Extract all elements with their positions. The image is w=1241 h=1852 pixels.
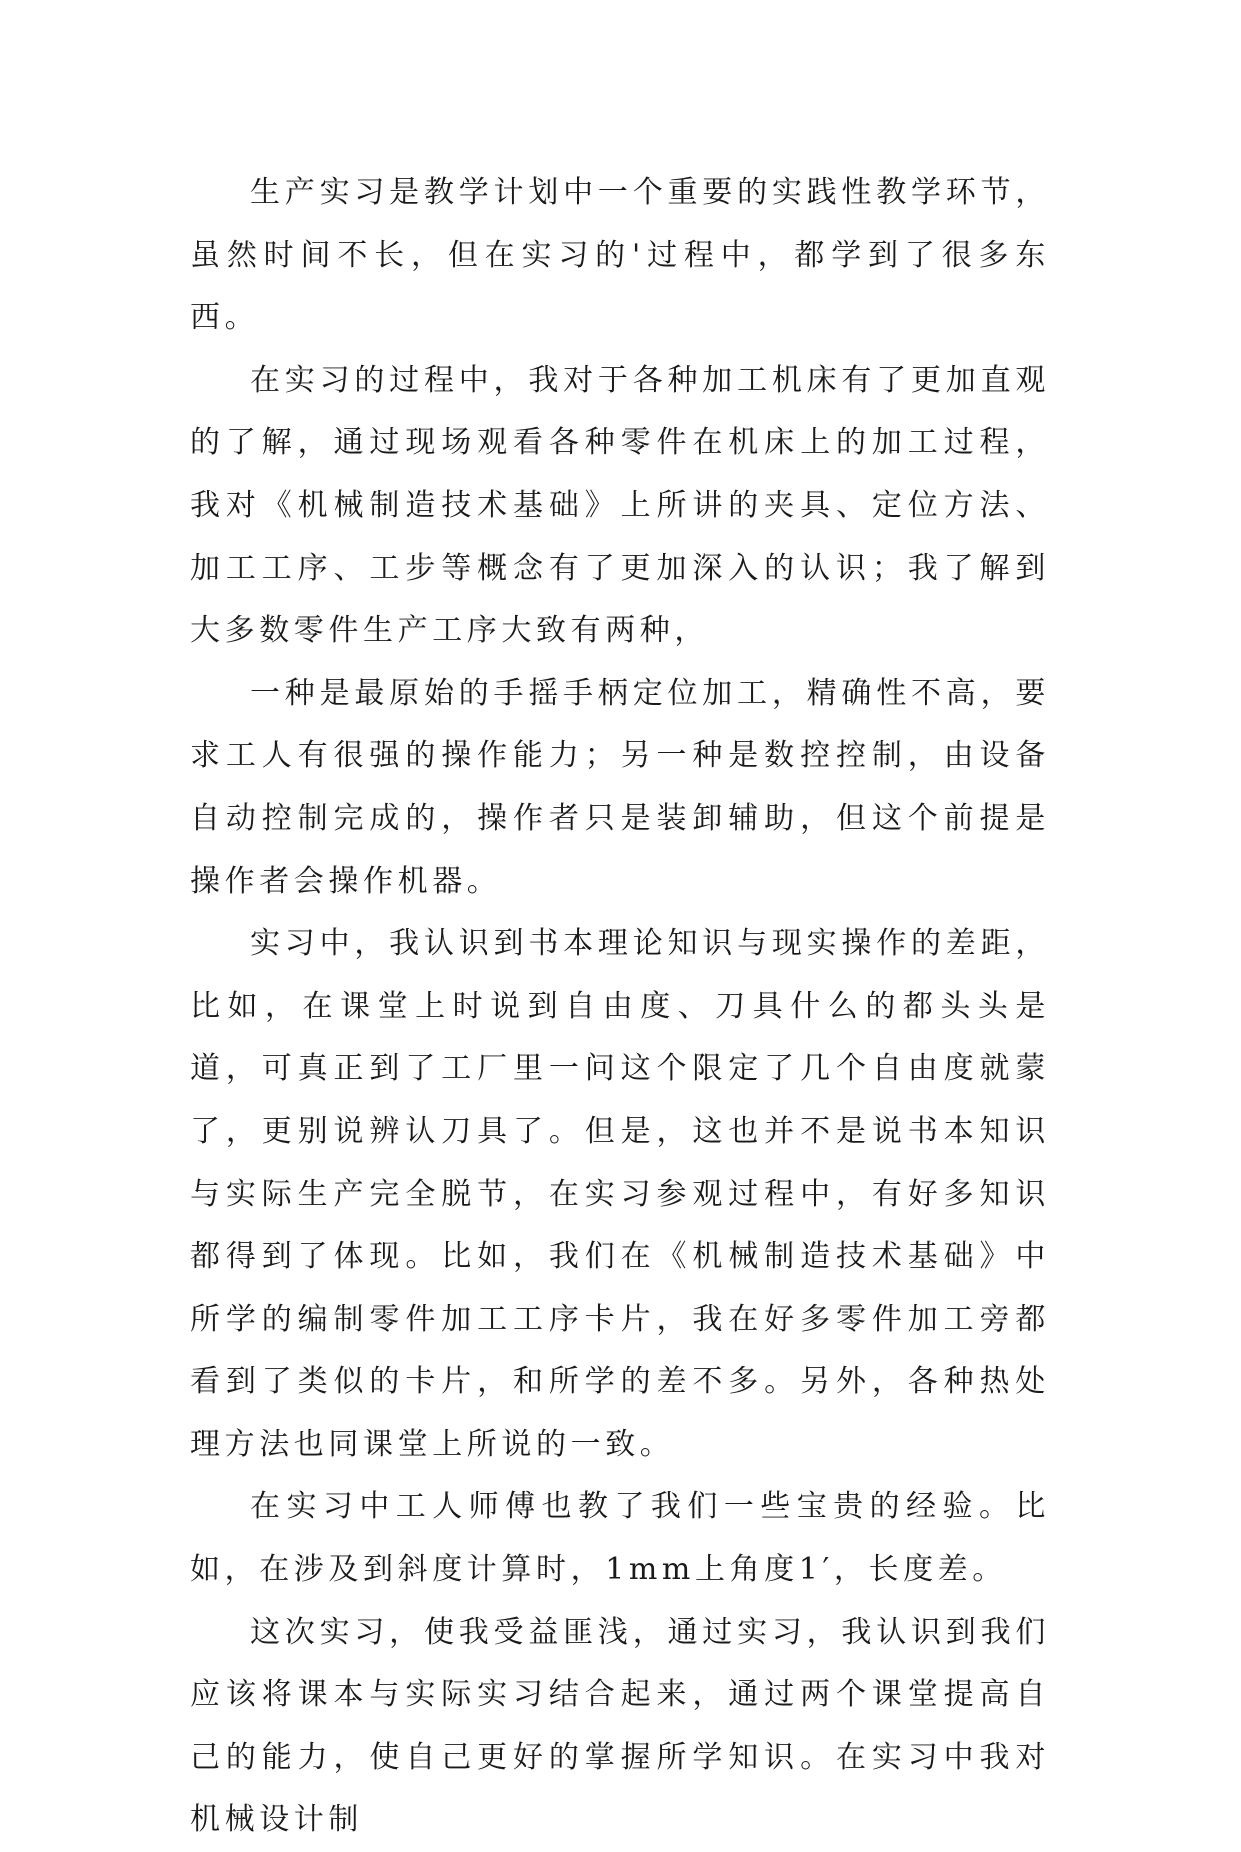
paragraph-1: 生产实习是教学计划中一个重要的实践性教学环节，虽然时间不长，但在实习的'过程中，都学到了很多东西。 <box>190 175 1050 336</box>
paragraph-4: 实习中，我认识到书本理论知识与现实操作的差距，比如，在课堂上时说到自由度、刀具什么的都头头是道，可真正到了工厂里一问这个限定了几个自由度就蒙了，更别说辨认刀具了。但是，这也并不是说书本知识与实际生产完全脱节，在实习参观过程中，有好多知识都得到了体现。比如，我们在《机械制造技术基础》中所学的编制零件加工工序卡片，我在好多零件加工旁都看到了类似的卡片，和所学的差不多。另外，各种热处理方法也同课堂上所说的一致。 <box>190 926 1050 1462</box>
paragraph-6: 这次实习，使我受益匪浅，通过实习，我认识到我们应该将课本与实际实习结合起来，通过两个课堂提高自己的能力，使自己更好的掌握所学知识。在实习中我对机械设计制 <box>190 1614 1050 1838</box>
paragraph-3: 一种是最原始的手摇手柄定位加工，精确性不高，要求工人有很强的操作能力；另一种是数控控制，由设备自动控制完成的，操作者只是装卸辅助，但这个前提是操作者会操作机器。 <box>190 675 1050 899</box>
document-body <box>190 162 1050 1852</box>
paragraph-5: 在实习中工人师傅也教了我们一些宝贵的经验。比如，在涉及到斜度计算时，1mm上角度1′，长度差。 <box>190 1489 1050 1588</box>
paragraph-2: 在实习的过程中，我对于各种加工机床有了更加直观的了解，通过现场观看各种零件在机床上的加工过程，我对《机械制造技术基础》上所讲的夹具、定位方法、加工工序、工步等概念有了更加深入的认识；我了解到大多数零件生产工序大致有两种， <box>190 362 1050 649</box>
